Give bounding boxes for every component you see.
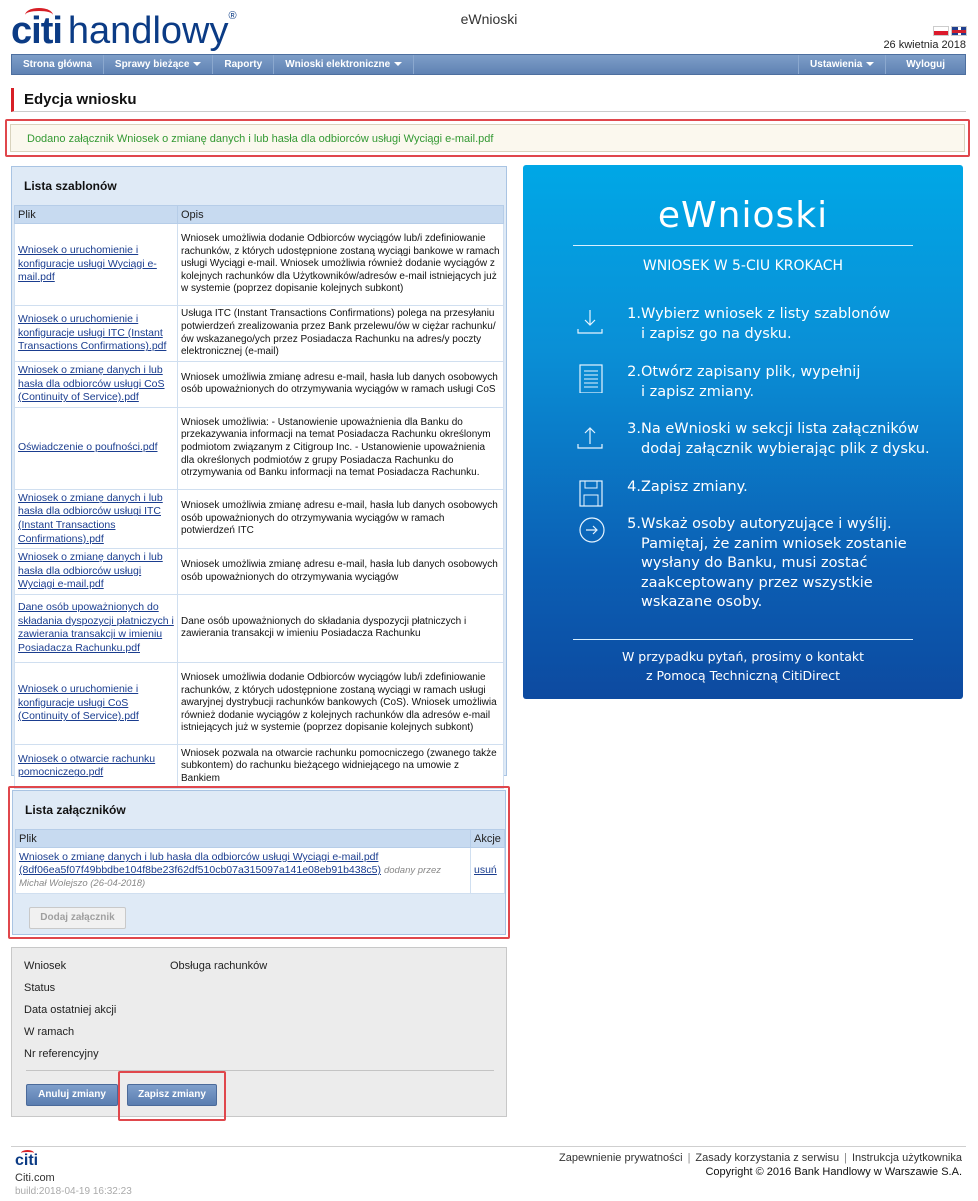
caret-down-icon: [193, 62, 201, 66]
attachment-file-cell: [16, 848, 471, 894]
step-number: 1.: [627, 306, 641, 322]
template-list-title: Lista szablonów: [24, 179, 117, 193]
detail-row: [24, 960, 268, 972]
col-file: Plik: [15, 206, 178, 224]
table-row: [16, 848, 505, 894]
language-switcher: [933, 26, 967, 36]
attachments-table: [15, 829, 505, 894]
col-file: Plik: [16, 830, 471, 848]
table-row: [15, 407, 504, 489]
description-cell: Usługa ITC (Instant Transactions Confirmations) polega na przesyłaniu potwierdzeń zrealizowania przez Bank przelewu/ów w ciężar rachunku/ów wskazanego/ych przez Posiadacza Rachunku na adres/y poczty elektronicznej (e-mail): [178, 306, 504, 362]
upload-icon: [575, 420, 605, 450]
link-separator: |: [687, 1152, 691, 1164]
promo-divider: [573, 639, 913, 640]
detail-label: W ramach: [24, 1026, 75, 1038]
table-row: [15, 549, 504, 595]
template-link[interactable]: Oświadczenie o poufności.pdf: [18, 441, 158, 454]
promo-title: eWnioski: [657, 195, 829, 236]
description-cell: Wniosek pozwala na otwarcie rachunku pomocniczego (zwanego także subkontem) do rachunku bieżącego widniejącego na umowie z Bankiem: [178, 744, 504, 788]
save-button-highlight: [118, 1071, 226, 1121]
nav-home-label: Strona główna: [23, 59, 92, 70]
table-row: [15, 744, 504, 788]
nav-spacer: [414, 55, 799, 74]
citi-arc-icon: [21, 1150, 34, 1156]
step-number: 5.: [627, 516, 641, 532]
promo-subtitle: WNIOSEK W 5-CIU KROKACH: [642, 258, 844, 274]
footer-logo-text: citi: [15, 1152, 39, 1169]
citi-com-link[interactable]: Citi.com: [15, 1172, 55, 1184]
file-cell: [15, 744, 178, 788]
add-attachment-button[interactable]: Dodaj załącznik: [29, 907, 126, 929]
promo-footer-line1: W przypadku pytań, prosimy o kontakt: [621, 649, 865, 664]
cancel-changes-button[interactable]: Anuluj zmiany: [26, 1084, 118, 1106]
template-link[interactable]: Wniosek o zmianę danych i lub hasła dla odbiorców usługi Wyciągi e-mail.pdf: [18, 551, 163, 591]
table-row: [15, 594, 504, 662]
step-number: 4.: [627, 479, 641, 495]
detail-label: Status: [24, 982, 56, 994]
col-actions: Akcje: [471, 830, 505, 848]
ewnioski-promo-banner: [523, 165, 963, 699]
current-date: 26 kwietnia 2018: [883, 39, 966, 51]
floppy-disk-icon: [575, 478, 605, 508]
nav-reports[interactable]: [213, 55, 274, 74]
table-row: [15, 362, 504, 408]
template-table: [14, 205, 504, 789]
nav-logout-label: Wyloguj: [906, 59, 945, 70]
copyright: Copyright © 2016 Bank Handlowy w Warszawie S.A.: [705, 1166, 962, 1178]
step-text: Wskaż osoby autoryzujące i wyślij. Pamiętaj, że zanim wniosek zostanie wysłany do Banku, musi zostać zaakceptowany przez wszystkie wskazane osoby.: [641, 516, 907, 610]
nav-settings[interactable]: [799, 55, 886, 74]
description-cell: Wniosek umożliwia dodanie Odbiorców wyciągów lub/i zdefiniowanie rachunków, z których udostępnione zostaną wyciągi bankowe w ramach usługi Wyciągi e-mail. Wniosek umożliwia również dodanie wyciągów z kolejnych rachunków dla Użytkowników/adresów e-mail istniejących już w systemie (poprzez dopisanie kolejnych subkont): [178, 224, 504, 306]
footer-citi-logo[interactable]: [15, 1152, 38, 1170]
step-text: Na eWnioski w sekcji lista załączników dodaj załącznik wybierając plik z dysku.: [641, 421, 930, 457]
description-cell: Wniosek umożliwia zmianę adresu e-mail, hasła lub danych osobowych osób upoważnionych do otrzymywania wyciągów w ramach potwierdzeń ITC: [178, 489, 504, 548]
page-title: Edycja wniosku: [11, 88, 966, 112]
attachment-hash: (8df06ea5f07f49bbdbe104f8be23f62df510cb07a315097a141e08eb91b438c5): [19, 864, 382, 876]
table-row: [15, 489, 504, 548]
arrow-circle-icon: [575, 515, 605, 545]
template-list-panel: [11, 166, 507, 784]
detail-label: Wniosek: [24, 960, 67, 972]
description-cell: Wniosek umożliwia zmianę adresu e-mail, hasła lub danych osobowych osób upoważnionych do otrzymywania wyciągów w ramach usługi CoS: [178, 362, 504, 408]
save-changes-button[interactable]: Zapisz zmiany: [127, 1084, 217, 1106]
template-link[interactable]: Wniosek o zmianę danych i lub hasła dla odbiorców usługi ITC (Instant Transactions Confirmations).pdf: [18, 491, 163, 545]
promo-footer: [523, 647, 963, 685]
file-cell: [15, 662, 178, 744]
step-number: 2.: [627, 364, 641, 380]
detail-label: Nr referencyjny: [24, 1048, 99, 1060]
detail-row: [24, 982, 55, 994]
attachment-link[interactable]: [19, 851, 381, 876]
description-cell: Dane osób upoważnionych do składania dyspozycji płatniczych i zawierania transakcji w imieniu Posiadacza Rachunku: [178, 594, 504, 662]
document-icon: [575, 363, 605, 393]
attachments-title: Lista załączników: [25, 803, 126, 817]
promo-footer-line2: z Pomocą Techniczną CitiDirect: [646, 668, 840, 683]
detail-row: [24, 1026, 74, 1038]
step-text: Wybierz wniosek z listy szablonów i zapisz go na dysku.: [641, 306, 891, 342]
step-number: 3.: [627, 421, 641, 437]
caret-down-icon: [394, 62, 402, 66]
actions-cell: [471, 848, 505, 894]
detail-value: Obsługa rachunków: [170, 960, 268, 972]
link-separator: |: [844, 1152, 847, 1164]
promo-divider: [573, 245, 913, 246]
table-row: [15, 306, 504, 362]
table-row: [15, 662, 504, 744]
success-notice: Dodano załącznik Wniosek o zmianę danych i lub hasła dla odbiorców usługi Wyciągi e-mail.pdf: [10, 124, 965, 152]
file-cell: [15, 306, 178, 362]
privacy-link[interactable]: Zapewnienie prywatności: [559, 1152, 683, 1164]
download-icon: [575, 305, 605, 335]
attachments-highlight: [8, 786, 510, 939]
table-row: [15, 224, 504, 306]
flag-gb-icon[interactable]: [951, 26, 967, 36]
attachment-added-by: dodany przez: [383, 865, 441, 876]
manual-link[interactable]: Instrukcja użytkownika: [851, 1152, 962, 1164]
nav-home[interactable]: [12, 55, 104, 74]
nav-current-matters[interactable]: [104, 55, 213, 74]
file-cell: [15, 549, 178, 595]
footer-divider: [11, 1146, 966, 1147]
notice-highlight: [5, 119, 970, 157]
application-details-panel: [11, 947, 507, 1117]
citi-logo-text: citi: [11, 10, 62, 52]
template-link[interactable]: Wniosek o otwarcie rachunku pomocniczego.pdf: [18, 752, 156, 779]
caret-down-icon: [866, 62, 874, 66]
flag-pl-icon[interactable]: [933, 26, 949, 36]
app-title: eWnioski: [460, 11, 518, 27]
nav-current-label: Sprawy bieżące: [114, 59, 190, 70]
attachment-file-name: Wniosek o zmianę danych i lub hasła dla odbiorców usługi Wyciągi e-mail.pdf: [19, 851, 379, 863]
attachment-meta: Michał Wolejszo (26-04-2018): [19, 878, 146, 889]
nav-applications-label: Wnioski elektroniczne: [285, 59, 391, 70]
attachments-panel: [12, 790, 506, 935]
details-divider: [26, 1070, 494, 1071]
template-link[interactable]: Wniosek o uruchomienie i konfiguracje usługi ITC (Instant Transactions Confirmations).pdf: [18, 313, 167, 353]
delete-attachment-link[interactable]: usuń: [474, 864, 497, 876]
detail-label: Data ostatniej akcji: [24, 1004, 117, 1016]
file-cell: [15, 594, 178, 662]
detail-row: [24, 1004, 116, 1016]
step-text: Zapisz zmiany.: [641, 479, 748, 495]
description-cell: Wniosek umożliwia: - Ustanowienie upoważnienia dla Banku do przekazywania informacji na temat Posiadacza Rachunku określonym podmiotom związanym z Citigroup Inc. - Ustanowienie upoważnienia dla określonych podmiotów z grupy Posiadacza Rachunku do otrzymywania od Banku informacji na temat Posiadacza Rachunku.: [178, 407, 504, 489]
description-cell: Wniosek umożliwia dodanie Odbiorców wyciągów lub/i zdefiniowanie rachunków, z których udostępnione zostaną wyciągi w ramach usługi awaryjnej dystrybucji rachunków bankowych (CoS). Wniosek umożliwia również dodanie wyciągów z kolejnych rachunków dla adresów e-mail istniejących już w systemie (poprzez dopisanie kolejnych subkont): [178, 662, 504, 744]
template-link[interactable]: Dane osób upoważnionych do składania dyspozycji płatniczych i zawierania transakcji w imieniu Posiadacza Rachunku.pdf: [18, 601, 174, 655]
nav-reports-label: Raporty: [224, 59, 263, 70]
file-cell: [15, 407, 178, 489]
nav-electronic-applications[interactable]: [274, 55, 414, 74]
file-cell: [15, 224, 178, 306]
template-link[interactable]: Wniosek o uruchomienie i konfiguracje usługi CoS (Continuity of Service).pdf: [18, 683, 139, 723]
main-nav: [11, 54, 966, 75]
terms-link[interactable]: Zasady korzystania z serwisu: [695, 1152, 840, 1164]
nav-logout[interactable]: [886, 55, 965, 74]
handlowy-logo-text: handlowy: [67, 10, 229, 52]
file-cell: [15, 489, 178, 548]
template-link[interactable]: Wniosek o zmianę danych i lub hasła dla odbiorców usługi CoS (Continuity of Service).pdf: [18, 364, 165, 404]
template-link[interactable]: Wniosek o uruchomienie i konfiguracje usługi Wyciągi e-mail.pdf: [18, 244, 157, 284]
nav-settings-label: Ustawienia: [810, 59, 863, 70]
description-cell: Wniosek umożliwia zmianę adresu e-mail, hasła lub danych osobowych osób upoważnionych do otrzymywania wyciągów: [178, 549, 504, 595]
file-cell: [15, 362, 178, 408]
detail-row: [24, 1048, 99, 1060]
footer-links: [559, 1152, 962, 1164]
build-info: build:2018-04-19 16:32:23: [15, 1186, 132, 1197]
col-description: Opis: [178, 206, 504, 224]
registered-mark: ®: [228, 10, 237, 22]
step-text: Otwórz zapisany plik, wypełnij i zapisz zmiany.: [641, 364, 861, 400]
